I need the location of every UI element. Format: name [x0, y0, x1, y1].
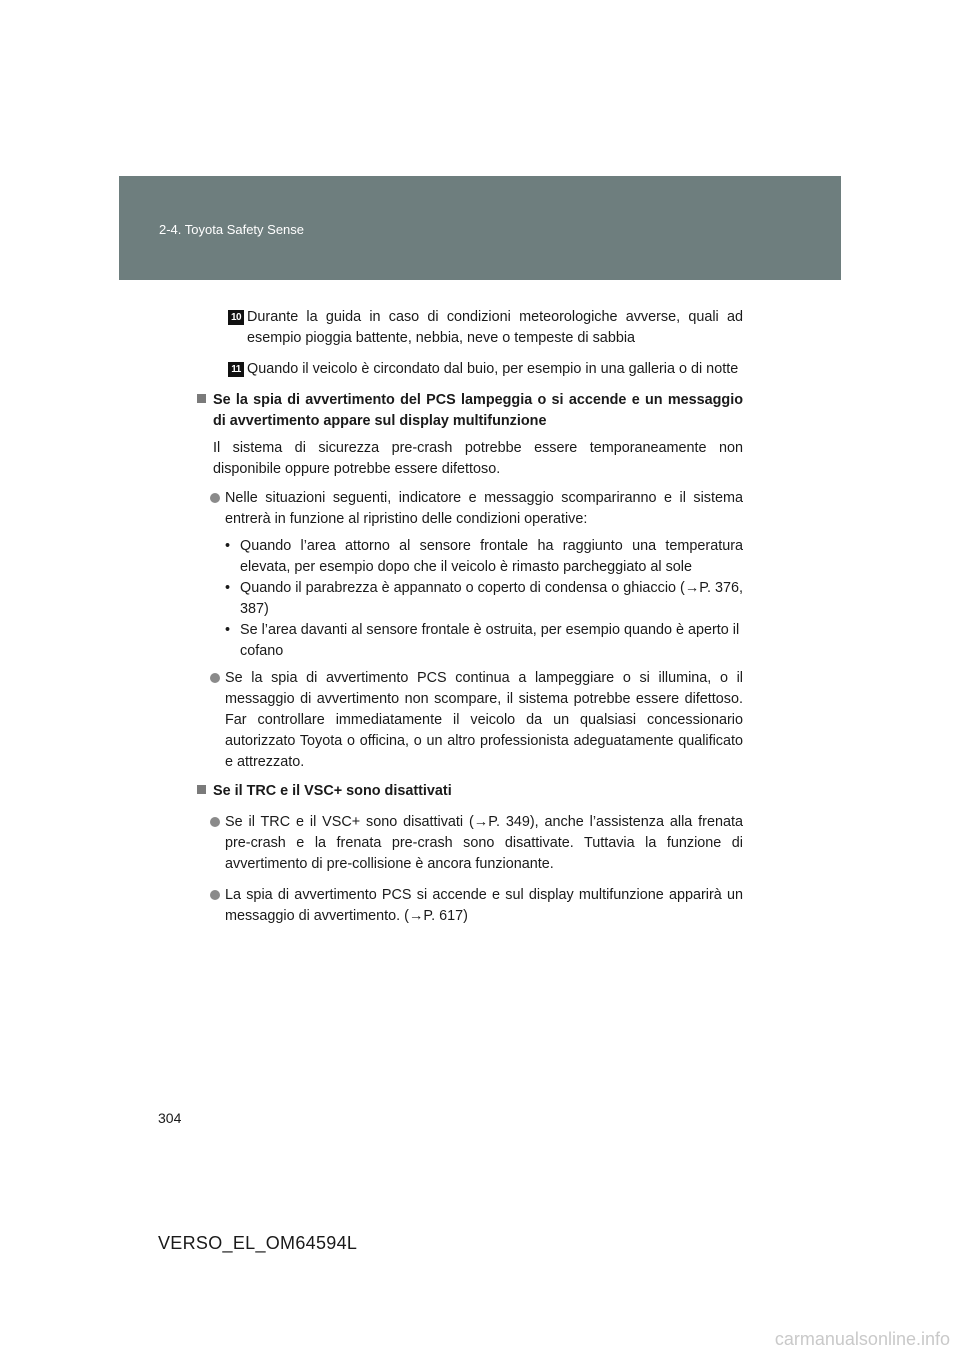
dot-item — [197, 488, 743, 530]
item-text: Durante la guida in caso di condizioni meteorologiche avverse, quali ad esempio pioggia battente, nebbia, neve o tempeste di sabbia — [247, 309, 743, 346]
bullet-text: Quando l’area attorno al sensore frontale ha raggiunto una temperatura elevata, per esempio dopo che il veicolo è rimasto parcheggiato al sole — [240, 538, 743, 575]
heading-text: Se il TRC e il VSC+ sono disattivati — [213, 783, 452, 799]
square-marker-icon — [197, 785, 206, 794]
numbered-item-10 — [213, 307, 743, 349]
dot-marker-icon — [210, 890, 220, 900]
bullet-marker-icon: • — [225, 538, 231, 554]
paragraph: Il sistema di sicurezza pre-crash potrebbe essere temporaneamente non disponibile oppure potrebbe essere difettoso. — [213, 440, 743, 477]
dot-marker-icon — [210, 493, 220, 503]
item-text: Quando il veicolo è circondato dal buio, per esempio in una galleria o di notte — [247, 361, 739, 377]
dot-item-text: Nelle situazioni seguenti, indicatore e messaggio scompariranno e il sistema entrerà in funzione al ripristino delle condizioni operative: — [225, 490, 743, 527]
bullet-text: Se l’area davanti al sensore frontale è ostruita, per esempio quando è aperto il cofano — [240, 622, 740, 659]
item-number-badge: 10 — [228, 310, 244, 325]
bullet-text: Quando il parabrezza è appannato o coperto di condensa o ghiaccio (→P. 376, 387) — [240, 580, 743, 617]
bullet-marker-icon: • — [225, 622, 231, 638]
dot-item — [197, 885, 743, 927]
item-number-badge: 11 — [228, 362, 244, 377]
numbered-item-11 — [213, 359, 743, 380]
subsection-heading — [197, 390, 743, 432]
dot-item — [197, 812, 743, 875]
bullet-item — [197, 620, 743, 662]
dot-item-text: Se la spia di avvertimento PCS continua a lampeggiare o si illumina, o il messaggio di avvertimento non scompare, il sistema potrebbe essere difettoso. Far controllare immediatamente il veicolo da un qualsiasi concessionario autorizzato Toyota o officina, o un altro professionista adeguatamente qualificato e attrezzato. — [225, 670, 743, 770]
bullet-list — [197, 536, 743, 662]
subsection-heading — [197, 781, 743, 802]
document-code: VERSO_EL_OM64594L — [158, 1233, 358, 1253]
bullet-item — [197, 536, 743, 578]
dot-item — [197, 668, 743, 773]
page-number: 304 — [158, 1110, 182, 1126]
watermark: carmanualsonline.info — [774, 1329, 950, 1349]
section-title: 2-4. Toyota Safety Sense — [159, 222, 305, 237]
dot-marker-icon — [210, 817, 220, 827]
heading-text: Se la spia di avvertimento del PCS lampeggia o si accende e un messaggio di avvertimento appare sul display multifunzione — [213, 392, 743, 429]
bullet-marker-icon: • — [225, 580, 231, 596]
section-header-band — [119, 176, 841, 280]
dot-item-text: La spia di avvertimento PCS si accende e sul display multifunzione apparirà un messaggio di avvertimento. (→P. 617) — [225, 887, 743, 924]
section-trc-vsc — [197, 781, 743, 927]
dot-item-text: Se il TRC e il VSC+ sono disattivati (→P. 349), anche l’assistenza alla frenata pre-crash e la frenata pre-crash sono disattivate. Tuttavia la funzione di avvertimento di pre-collisione è ancora funzionante. — [225, 814, 743, 872]
section-pcs-warning — [197, 390, 743, 773]
bullet-item — [197, 578, 743, 620]
dot-marker-icon — [210, 673, 220, 683]
square-marker-icon — [197, 394, 206, 403]
page-content — [213, 307, 743, 933]
